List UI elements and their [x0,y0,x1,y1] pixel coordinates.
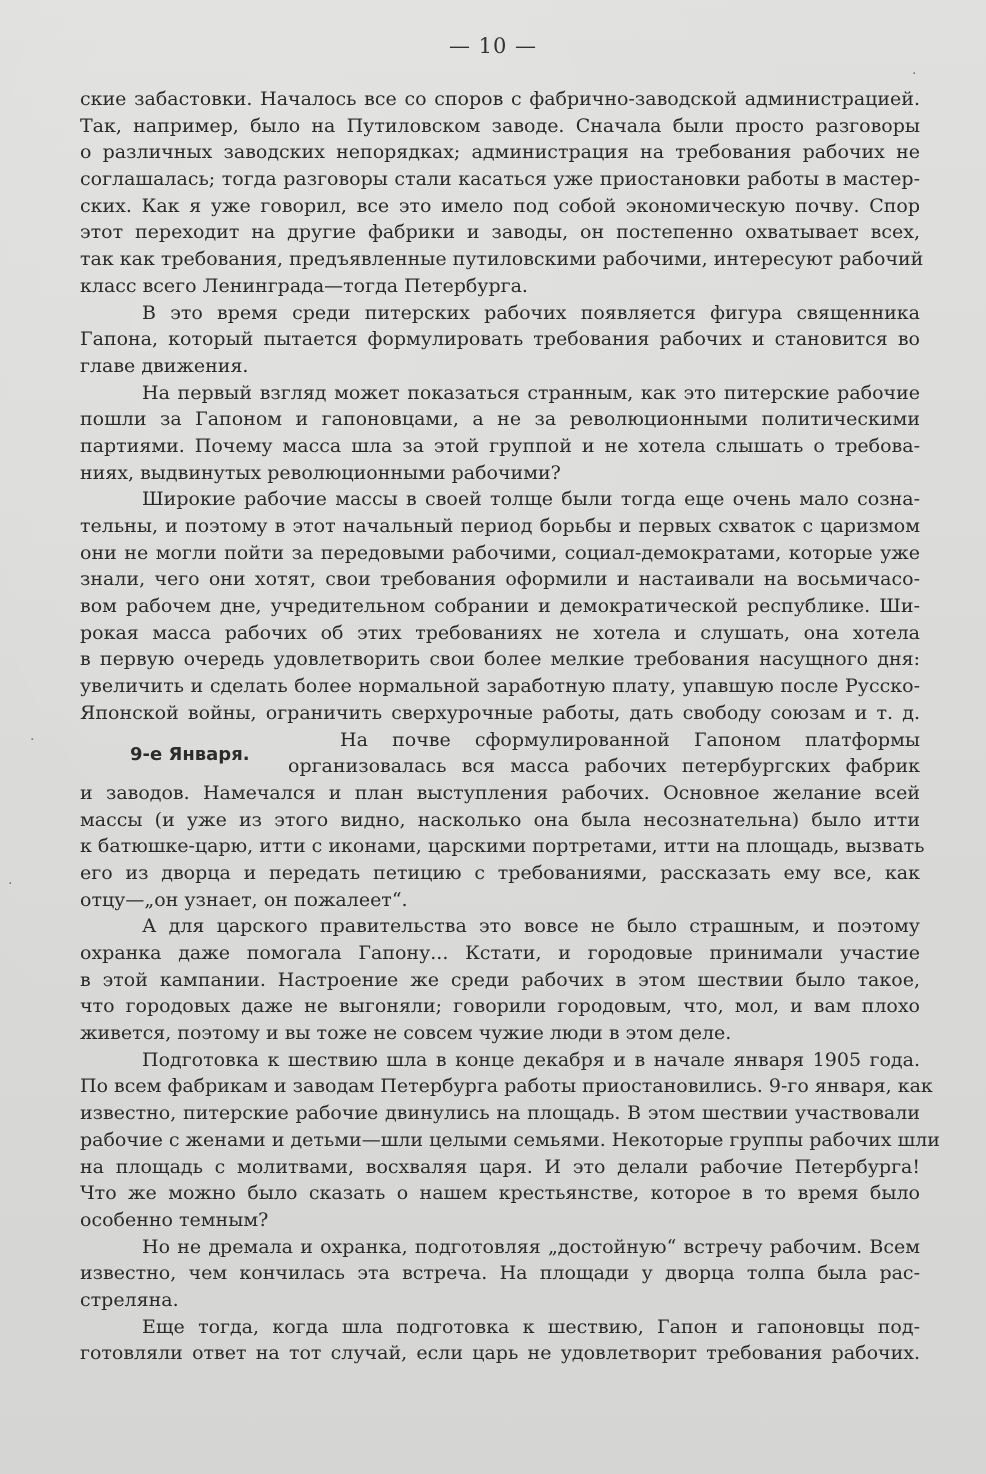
text-line: По всем фабрикам и заводам Петербурга работы приостановились. 9-го января, как [80,1075,933,1098]
text-line: Так, например, было на Путиловском заводе. Сначала были просто разговоры [80,114,920,137]
text-line: ские забастовки. Началось все со споров с фабрично-заводской администрацией. [80,88,920,110]
text-line: этот переходит на другие фабрики и заводы, он постепенно охватывает всех, [80,221,920,244]
text-line: Что же можно было сказать о нашем крестьянстве, которое в то время было [80,1182,920,1205]
text-line: в первую очередь удовлетворить свои более мелкие требования насущного дня: [80,648,920,671]
text-line: тельны, и поэтому в этот начальный период борьбы и первых схваток с царизмом [80,515,920,537]
text-line: соглашалась; тогда разговоры стали касаться уже приостановки работы в мастер- [80,168,920,191]
paragraph-start: На почве сформулированной Гапоном платформы [340,728,920,751]
text-line: увеличить и сделать более нормальной заработную плату, упавшую после Русско- [80,675,920,698]
text-line: известно, чем кончилась эта встреча. На площади у дворца толпа была рас- [80,1262,920,1285]
text-line: особенно темным? [80,1208,269,1231]
paragraph-start: В это время среди питерских рабочих появляется фигура священника [142,301,920,324]
text-line: его из дворца и передать петицию с требованиями, рассказать ему все, как [80,861,920,884]
paragraph-start: Но не дремала и охранка, подготовляя „достойную“ встречу рабочим. Всем [142,1235,920,1258]
text-line: Японской войны, ограничить сверхурочные работы, дать свободу союзам и т. д. [80,701,920,724]
text-line: массы (и уже из этого видно, насколько она была несознательна) было итти [80,808,920,831]
text-line: знали, чего они хотят, свои требования оформили и настаивали на восьмичасо- [80,568,920,591]
text-line: так как требования, предъявленные путиловскими рабочими, интересуют рабочий [80,248,924,271]
text-line: на площадь с молитвами, восхваляя царя. И это делали рабочие Петербурга! [80,1155,920,1178]
text-line: стреляна. [80,1288,179,1311]
text-line: охранка даже помогала Гапону... Кстати, и городовые принимали участие [80,942,920,964]
text-line: они не могли пойти за передовыми рабочими, социал-демократами, которые уже [80,541,920,564]
text-line: ских. Как я уже говорил, все это имело под собой экономическую почву. Спор [80,194,920,217]
text-line: живется, поэтому и вы тоже не совсем чужие люди в этом деле. [80,1022,732,1045]
text-line: к батюшке-царю, итти с иконами, царскими портретами, итти на площадь, вызвать [80,835,925,858]
text-line: класс всего Ленинграда—тогда Петербурга. [80,274,528,297]
scan-speck: · [30,732,35,748]
text-line: готовляли ответ на тот случай, если царь не удовлетворит требования рабочих. [80,1342,920,1365]
text-line: организовалась вся масса рабочих петербургских фабрик [288,755,920,778]
text-line: о различных заводских непорядках; администрация на требования рабочих не [80,141,920,164]
text-line: что городовых даже не выгоняли; говорили городовым, что, мол, и вам плохо [80,995,920,1018]
text-line: отцу—„он узнает, он пожалеет“. [80,888,408,911]
text-line: ниях, выдвинутых революционными рабочими? [80,461,561,484]
text-line: главе движения. [80,354,249,377]
paragraph-start: Еще тогда, когда шла подготовка к шествию, Гапон и гапоновцы под- [142,1315,920,1338]
paragraph-start: Широкие рабочие массы в своей толще были тогда еще очень мало созна- [142,488,920,511]
body-text [80,86,940,1367]
text-line: Гапона, который пытается формулировать требования рабочих и становится во [80,328,920,351]
page-number: — 10 — [448,34,538,58]
text-line: вом рабочем дне, учредительном собрании и демократической республике. Ши- [80,595,920,618]
text-line: пошли за Гапоном и гапоновцами, а не за революционными политическими [80,408,920,431]
paragraph-start: На первый взгляд может показаться странным, как это питерские рабочие [142,381,920,404]
text-line: известно, питерские рабочие двинулись на площадь. В этом шествии участвовали [80,1102,920,1125]
text-line: рокая масса рабочих об этих требованиях не хотела и слушать, она хотела [80,621,920,644]
text-line: партиями. Почему масса шла за этой группой и не хотела слышать о требова- [80,434,920,457]
paragraph-start: Подготовка к шествию шла в конце декабря и в начале января 1905 года. [142,1048,920,1071]
text-line: рабочие с женами и детьми—шли целыми семьями. Некоторые группы рабочих шли [80,1128,940,1151]
marginal-heading: 9-е Января. [130,744,250,765]
scan-speck: · [912,66,917,82]
scan-speck: · [8,876,13,892]
paragraph-start: А для царского правительства это вовсе не было страшным, и поэтому [142,915,920,938]
text-line: и заводов. Намечался и план выступления рабочих. Основное желание всей [80,781,920,804]
text-line: в этой кампании. Настроение же среди рабочих в этом шествии было такое, [80,968,920,991]
